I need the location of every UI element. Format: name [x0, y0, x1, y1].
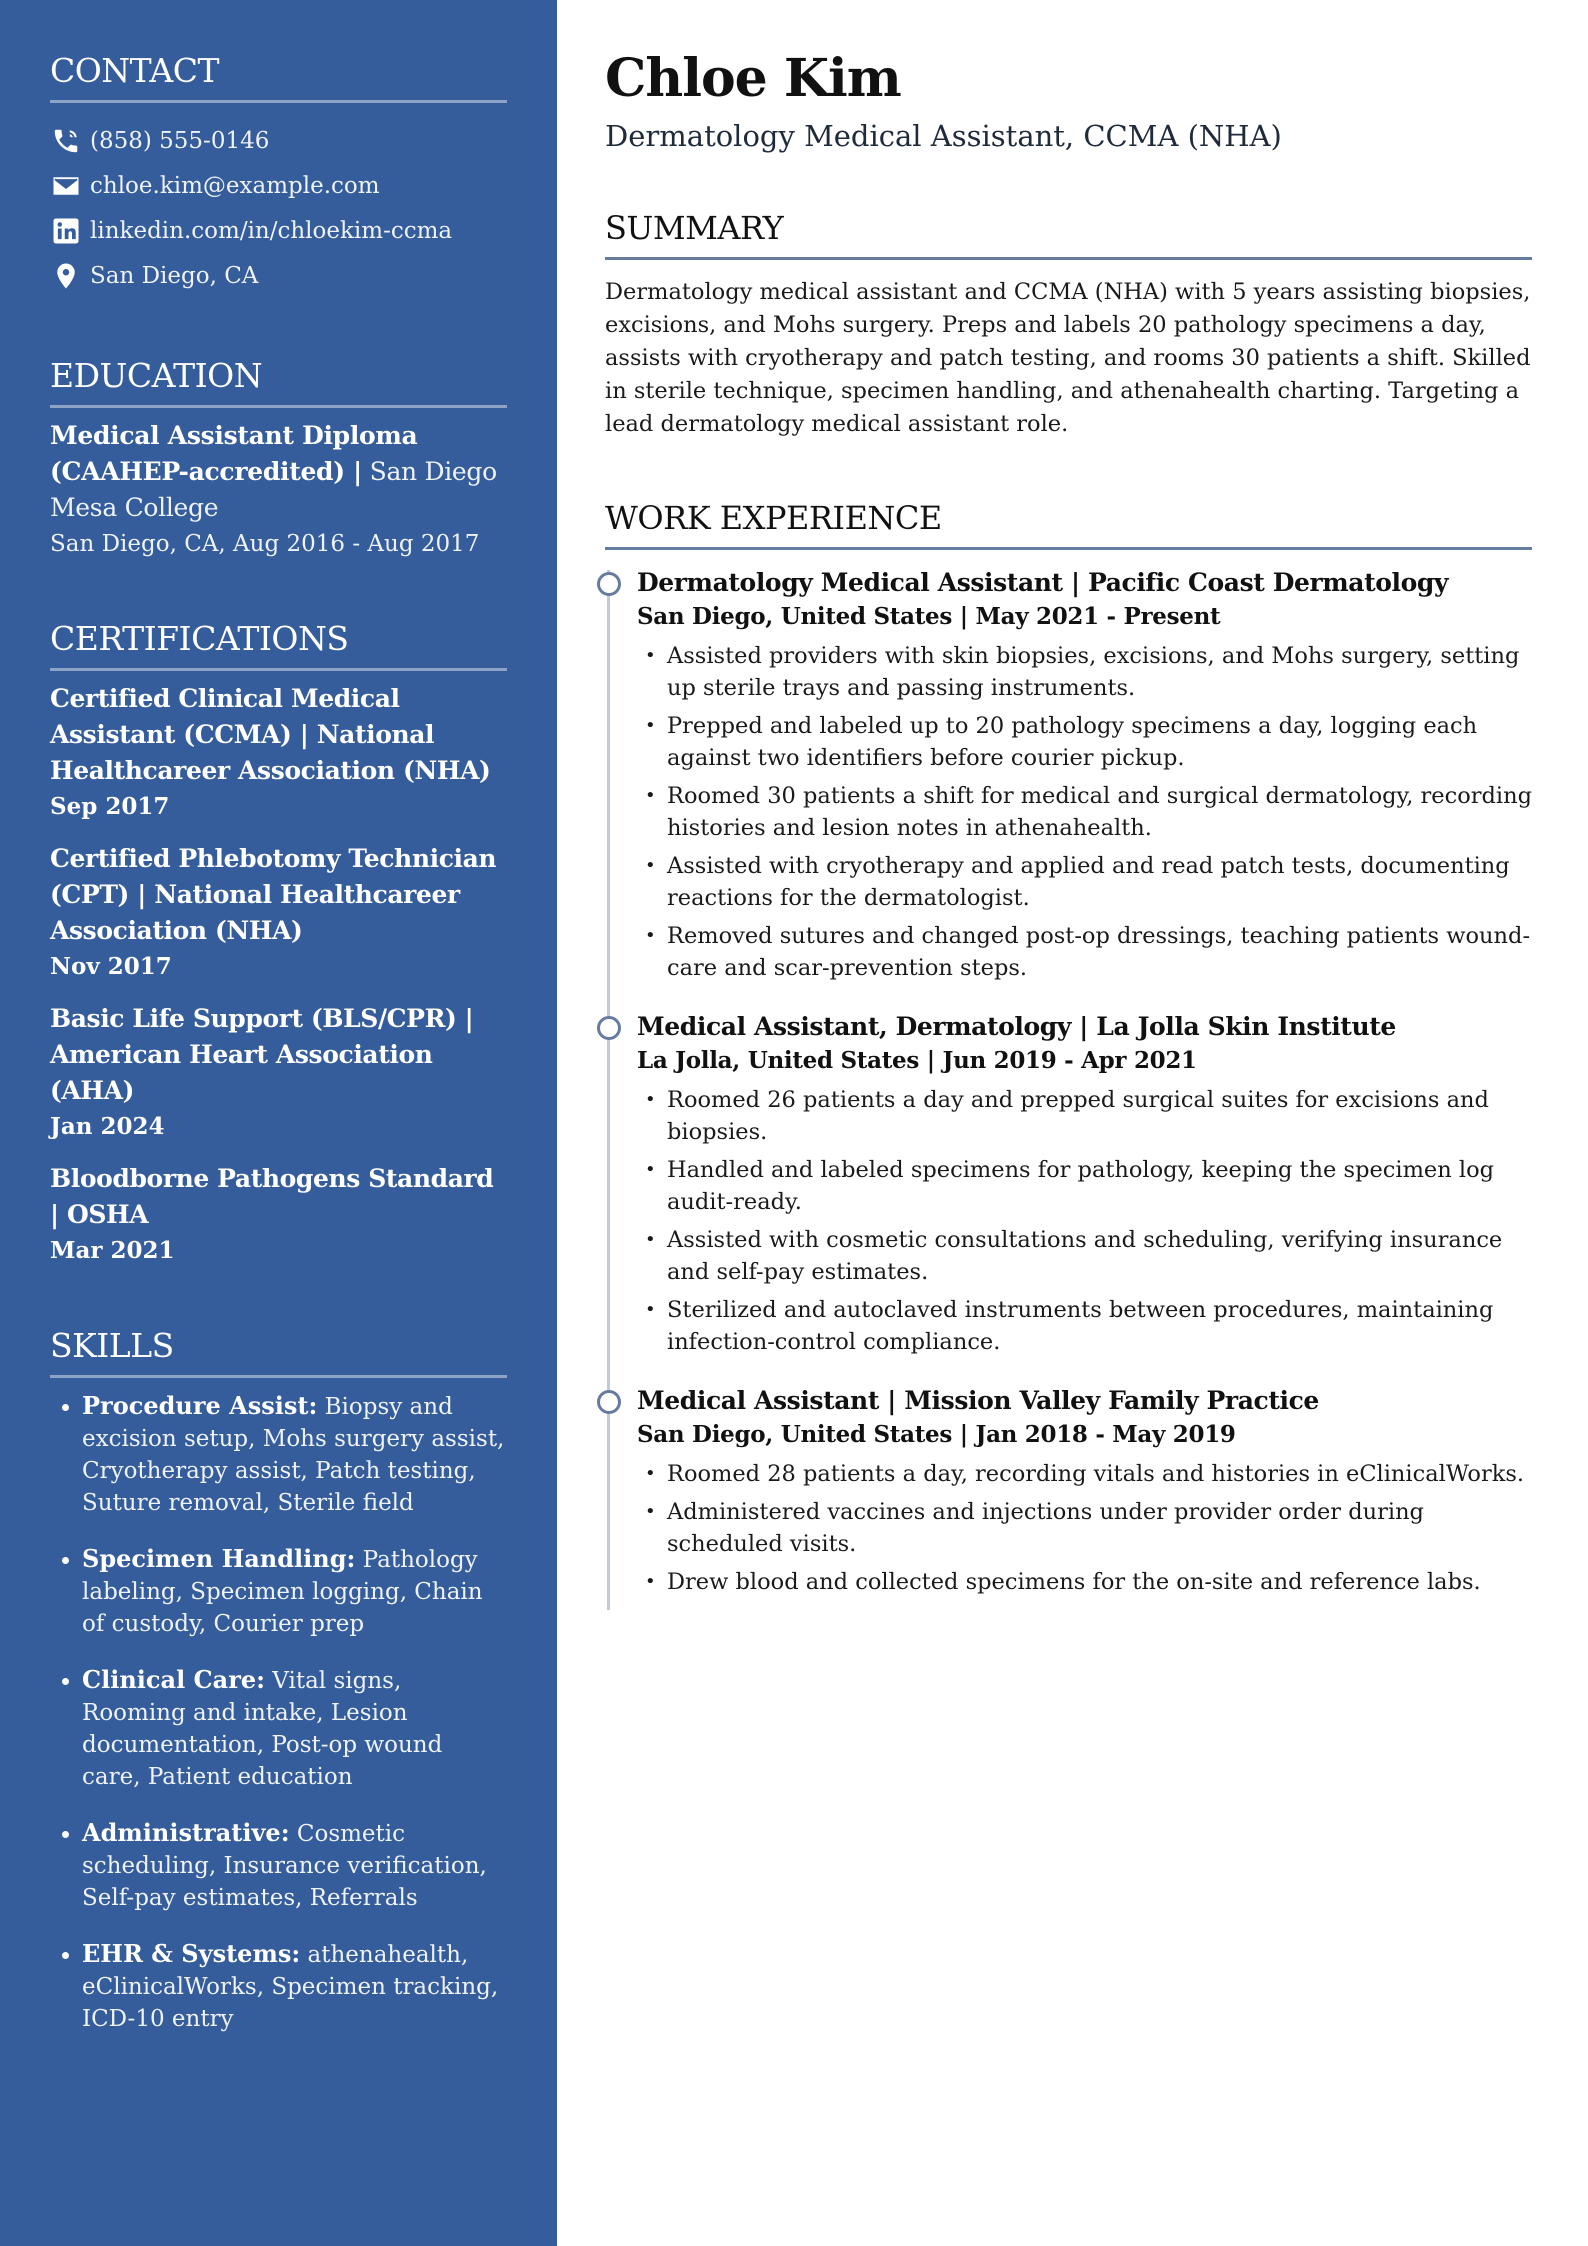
job-bullet: • Assisted providers with skin biopsies, excisions, and Mohs surgery, setting up sterile trays and passing instruments. — [667, 640, 1545, 704]
job-bullet: • Assisted with cryotherapy and applied and read patch tests, documenting reactions for the dermatologist. — [667, 850, 1545, 914]
summary-section — [605, 209, 1545, 441]
phone-text[interactable]: (858) 555-0146 — [90, 128, 270, 155]
work-experience-heading: WORK EXPERIENCE — [605, 499, 1532, 550]
certification-date: Mar 2021 — [50, 1236, 175, 1264]
job-bullet: • Roomed 30 patients a shift for medical and surgical dermatology, recording histories and lesion notes in athenahealth. — [667, 780, 1545, 844]
skill-item — [82, 1390, 507, 1519]
skills-list — [50, 1390, 507, 2035]
skill-item — [82, 1938, 507, 2035]
certification-title: Basic Life Support (BLS/CPR) | American Heart Association (AHA) — [50, 1003, 474, 1105]
education-degree: Medical Assistant Diploma (CAAHEP-accredited) | — [50, 420, 418, 486]
contact-section — [50, 52, 507, 299]
skill-text: Cosmetic scheduling, Insurance verification, Self-pay estimates, Referrals — [82, 1820, 487, 1911]
linkedin-icon — [50, 215, 82, 247]
certifications-heading: CERTIFICATIONS — [50, 620, 507, 671]
certification-item — [50, 841, 507, 985]
certification-title: Certified Phlebotomy Technician (CPT) | National Healthcareer Association (NHA) — [50, 843, 497, 945]
certification-item — [50, 681, 507, 825]
certification-date: Sep 2017 — [50, 792, 170, 820]
skill-text: Biopsy and excision setup, Mohs surgery assist, Cryotherapy assist, Patch testing, Suture removal, Sterile field — [82, 1393, 505, 1516]
job-title: Medical Assistant, Dermatology | La Jolla Skin Institute — [637, 1011, 1396, 1041]
skill-item — [82, 1543, 507, 1640]
sidebar — [0, 0, 557, 2246]
skill-name: Specimen Handling: — [82, 1543, 356, 1573]
job-bullets — [637, 1084, 1545, 1358]
skills-heading: SKILLS — [50, 1327, 507, 1378]
contact-location — [50, 254, 507, 299]
skill-item — [82, 1817, 507, 1914]
job-bullet: • Administered vaccines and injections under provider order during scheduled visits. — [667, 1496, 1545, 1560]
skill-name: Procedure Assist: — [82, 1390, 318, 1420]
certification-item — [50, 1001, 507, 1145]
email-text[interactable]: chloe.kim@example.com — [90, 173, 380, 200]
job-entry — [637, 566, 1545, 984]
certification-date: Jan 2024 — [50, 1112, 165, 1140]
job-title: Medical Assistant | Mission Valley Family Practice — [637, 1385, 1319, 1415]
skill-name: Clinical Care: — [82, 1664, 265, 1694]
certification-title: Certified Clinical Medical Assistant (CCMA) | National Healthcareer Association (NHA) — [50, 683, 491, 785]
job-title: Dermatology Medical Assistant | Pacific Coast Dermatology — [637, 567, 1449, 597]
skill-name: Administrative: — [82, 1817, 290, 1847]
job-entry — [637, 1010, 1545, 1358]
job-bullet: • Drew blood and collected specimens for the on-site and reference labs. — [667, 1566, 1545, 1598]
job-bullet: • Roomed 26 patients a day and prepped surgical suites for excisions and biopsies. — [667, 1084, 1545, 1148]
summary-heading: SUMMARY — [605, 209, 1532, 260]
job-location-dates: La Jolla, United States | Jun 2019 - Apr 2021 — [637, 1046, 1197, 1074]
contact-phone — [50, 119, 507, 164]
education-details: San Diego, CA, Aug 2016 - Aug 2017 — [50, 530, 480, 557]
skill-item — [82, 1664, 507, 1793]
job-bullets — [637, 640, 1545, 984]
certification-title: Bloodborne Pathogens Standard | OSHA — [50, 1163, 494, 1229]
skill-text: athenahealth, eClinicalWorks, Specimen tracking, ICD-10 entry — [82, 1941, 499, 2032]
education-school: San Diego Mesa College — [50, 456, 497, 522]
linkedin-text[interactable]: linkedin.com/in/chloekim-ccma — [90, 218, 453, 245]
candidate-name: Chloe Kim — [605, 48, 901, 109]
job-bullet: • Assisted with cosmetic consultations and scheduling, verifying insurance and self-pay estimates. — [667, 1224, 1545, 1288]
main-content — [605, 48, 1545, 1624]
certifications-list — [50, 681, 507, 1269]
contact-email — [50, 164, 507, 209]
job-location-dates: San Diego, United States | Jan 2018 - May 2019 — [637, 1420, 1236, 1448]
timeline-line — [607, 570, 610, 1610]
timeline-dot — [597, 1390, 621, 1414]
candidate-title: Dermatology Medical Assistant, CCMA (NHA) — [605, 118, 1282, 153]
certification-date: Nov 2017 — [50, 952, 172, 980]
location-icon — [50, 260, 82, 292]
job-bullets — [637, 1458, 1545, 1598]
education-entry — [50, 418, 507, 526]
education-heading: EDUCATION — [50, 357, 507, 408]
job-bullet: • Sterilized and autoclaved instruments between procedures, maintaining infection-control compliance. — [667, 1294, 1545, 1358]
location-text: San Diego, CA — [90, 263, 259, 290]
education-section — [50, 357, 507, 562]
job-location-dates: San Diego, United States | May 2021 - Present — [637, 602, 1221, 630]
contact-heading: CONTACT — [50, 52, 507, 103]
phone-icon — [50, 125, 82, 157]
job-bullet: • Prepped and labeled up to 20 pathology specimens a day, logging each against two identifiers before courier pickup. — [667, 710, 1545, 774]
contact-list — [50, 119, 507, 299]
work-experience-section — [605, 499, 1545, 1598]
certification-item — [50, 1161, 507, 1269]
job-bullet: • Handled and labeled specimens for pathology, keeping the specimen log audit-ready. — [667, 1154, 1545, 1218]
contact-linkedin — [50, 209, 507, 254]
certifications-section — [50, 620, 507, 1269]
skill-text: Pathology labeling, Specimen logging, Chain of custody, Courier prep — [82, 1546, 483, 1637]
timeline-dot — [597, 1016, 621, 1040]
skill-name: EHR & Systems: — [82, 1938, 301, 1968]
job-entry — [637, 1384, 1545, 1598]
skills-section — [50, 1327, 507, 2035]
email-icon — [50, 170, 82, 202]
job-bullet: • Removed sutures and changed post-op dressings, teaching patients wound-care and scar-prevention steps. — [667, 920, 1545, 984]
timeline-dot — [597, 572, 621, 596]
summary-text: Dermatology medical assistant and CCMA (NHA) with 5 years assisting biopsies, excisions, and Mohs surgery. Preps and labels 20 pathology specimens a day, assists with cryotherapy and patch testing, and rooms 30 patients a shift. Skilled in sterile technique, specimen handling, and athenahealth charting. Targeting a lead dermatology medical assistant role. — [605, 278, 1531, 437]
job-bullet: • Roomed 28 patients a day, recording vitals and histories in eClinicalWorks. — [667, 1458, 1545, 1490]
experience-timeline — [605, 566, 1545, 1598]
skill-text: Vital signs, Rooming and intake, Lesion documentation, Post-op wound care, Patient education — [82, 1667, 443, 1790]
